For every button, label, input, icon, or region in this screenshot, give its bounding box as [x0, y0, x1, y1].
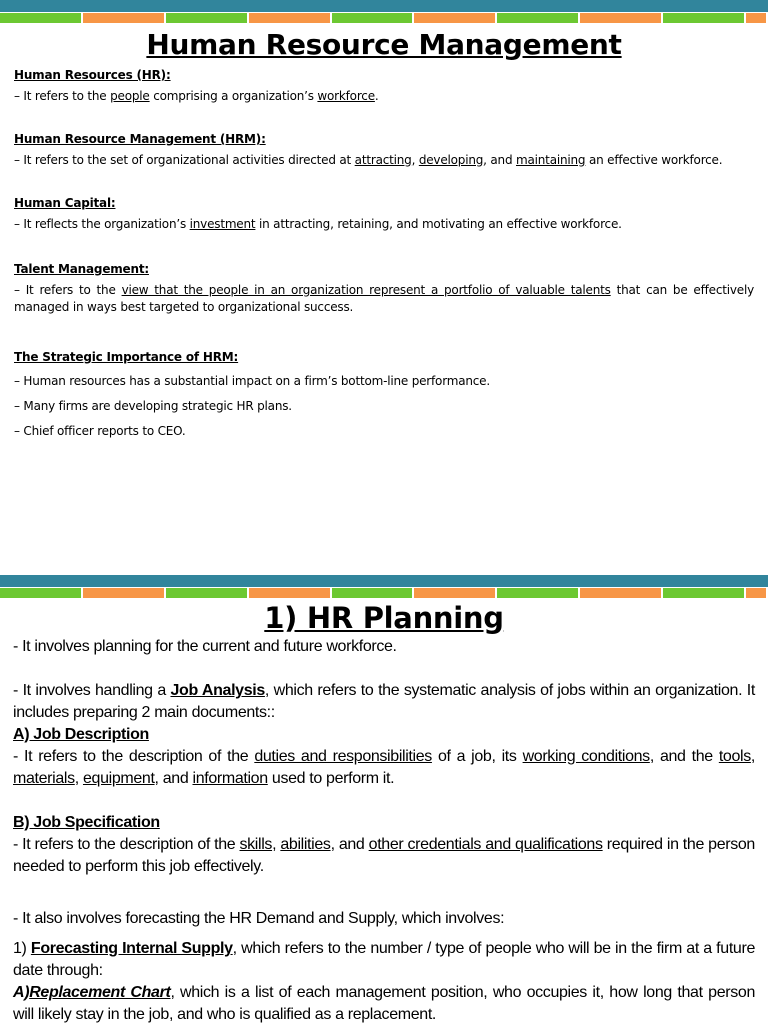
- strategic-item: – Chief officer reports to CEO.: [14, 424, 186, 438]
- color-stripe: [0, 13, 768, 23]
- job-specification-text: - It refers to the description of the skills, abilities, and other credentials and qualifications required in the person needed to perform this job effectively.: [13, 836, 755, 875]
- hr-definition: – It refers to the people comprising a organization’s workforce.: [14, 89, 379, 103]
- strategic-heading: The Strategic Importance of HRM:: [14, 350, 239, 364]
- forecasting-internal-supply: 1) Forecasting Internal Supply, which refers to the number / type of people who will be in the firm at a future date through:: [13, 940, 755, 979]
- header-band: [0, 575, 768, 587]
- strategic-item: – Human resources has a substantial impact on a firm’s bottom-line performance.: [14, 374, 490, 388]
- hr-heading: Human Resources (HR):: [14, 68, 171, 82]
- capital-heading: Human Capital:: [14, 196, 116, 210]
- planning-intro: - It involves planning for the current and future workforce.: [13, 638, 397, 655]
- talent-heading: Talent Management:: [14, 262, 149, 276]
- job-description-text: - It refers to the description of the duties and responsibilities of a job, its working conditions, and the tools, materials, equipment, and information used to perform it.: [13, 748, 755, 787]
- slide-content: [0, 67, 768, 440]
- capital-definition: – It reflects the organization’s investment in attracting, retaining, and motivating an effective workforce.: [14, 217, 622, 231]
- talent-definition: – It refers to the view that the people in an organization represent a portfolio of valuable talents that can be effectively managed in ways best targeted to organizational success.: [14, 283, 755, 314]
- color-stripe: [0, 588, 768, 598]
- header-band: [0, 0, 768, 12]
- replacement-chart: A)Replacement Chart, which is a list of each management position, who occupies it, how long that person will likely stay in the job, and who is qualified as a replacement.: [13, 984, 756, 1023]
- slide-content: [0, 636, 768, 1024]
- slide-2: [0, 575, 768, 1024]
- job-specification-heading: B) Job Specification: [13, 814, 160, 831]
- job-analysis-paragraph: - It involves handling a Job Analysis, which refers to the systematic analysis of jobs within an organization. It includes preparing 2 main documents::: [13, 682, 755, 721]
- strategic-item: – Many firms are developing strategic HR plans.: [14, 399, 292, 413]
- forecasting-intro: - It also involves forecasting the HR Demand and Supply, which involves:: [13, 910, 505, 927]
- slide-title: Human Resource Management: [146, 28, 622, 61]
- hrm-heading: Human Resource Management (HRM):: [14, 132, 266, 146]
- job-description-heading: A) Job Description: [13, 726, 149, 743]
- hrm-definition: – It refers to the set of organizational activities directed at attracting, developing, and maintaining an effective workforce.: [14, 153, 723, 167]
- slide-title: 1) HR Planning: [264, 601, 504, 635]
